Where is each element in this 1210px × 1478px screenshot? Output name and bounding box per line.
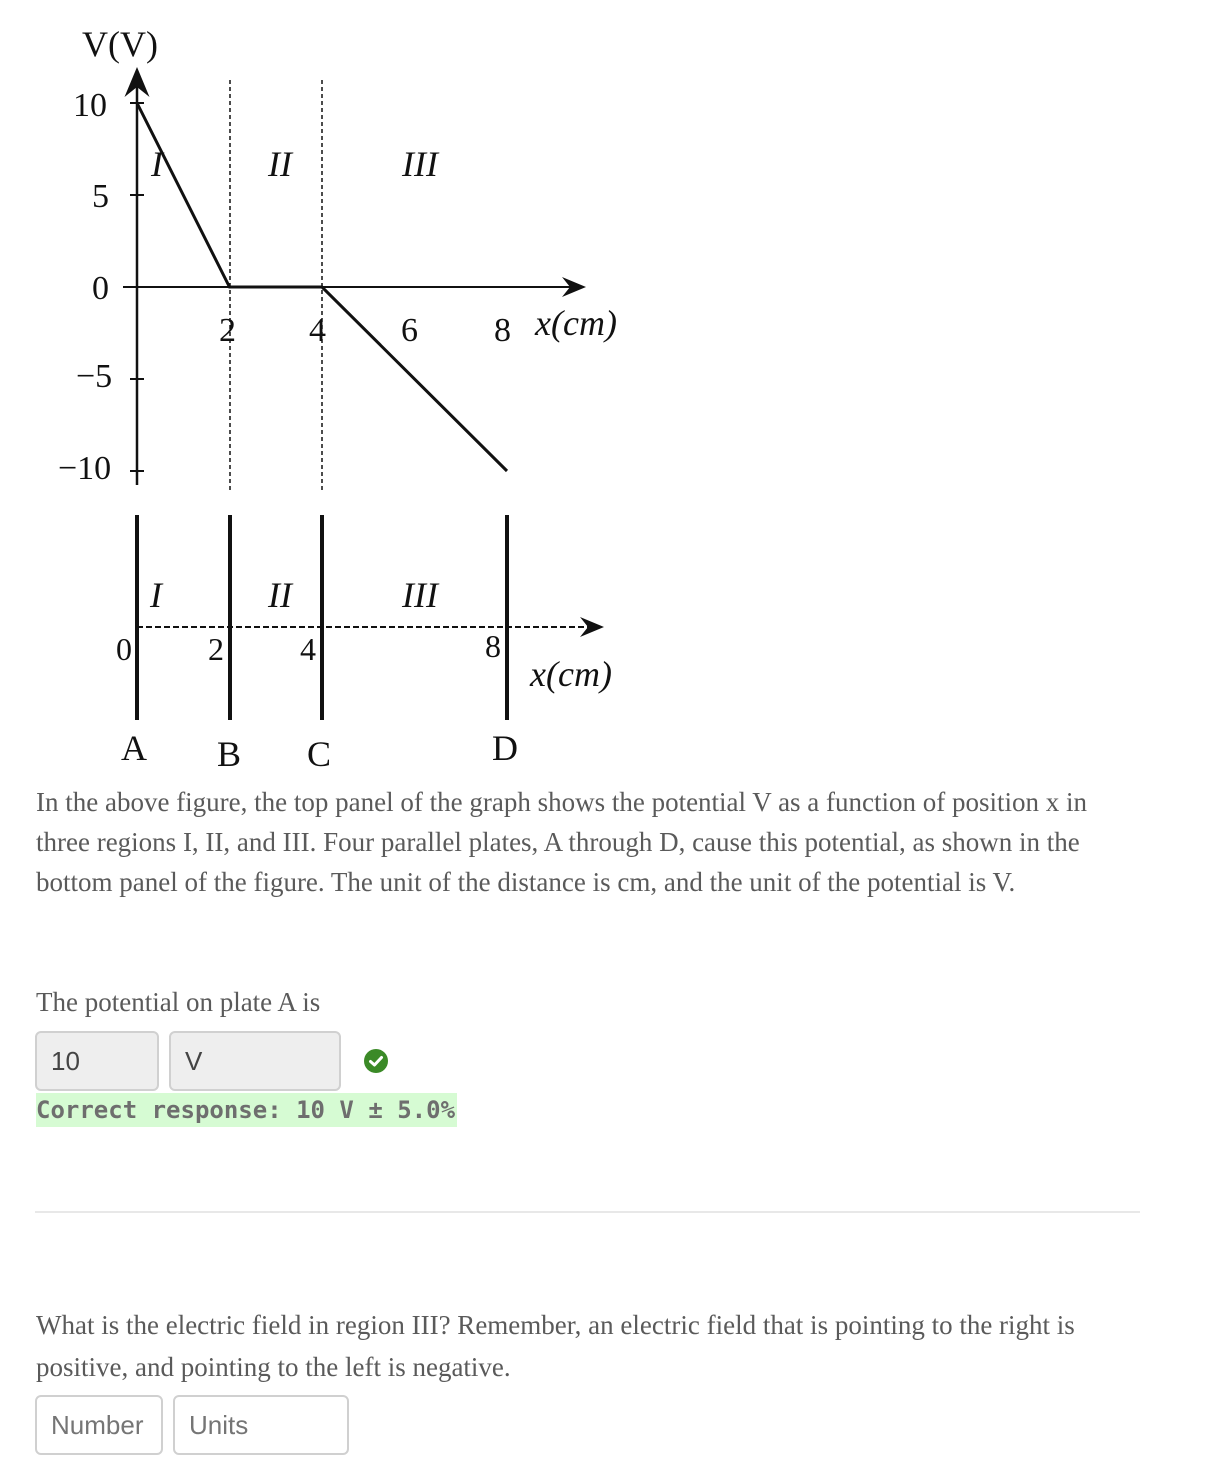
q2-prompt: What is the electric field in region III? Remember, an electric field that is pointing to the right is positive, and pointing to the left is negative.: [36, 1310, 1075, 1382]
intro-text: In the above figure, the top panel of the graph shows the potential V as a function of position x in three regions I, II, and III. Four parallel plates, A through D, cause this potential, as shown in the bottom panel of the figure. The unit of the distance is cm, and the unit of the potential is V.: [36, 787, 1088, 897]
plate-name: D: [492, 728, 518, 768]
q1-prompt: The potential on plate A is: [36, 987, 321, 1017]
plate-name: C: [307, 734, 332, 774]
region-label: II: [268, 575, 292, 615]
x-tick-label: 6: [401, 312, 418, 349]
y-tick-label: 0: [92, 270, 109, 307]
q1-units-input[interactable]: V: [169, 1031, 341, 1091]
region-label: II: [268, 144, 292, 184]
bottom-panel: [116, 515, 612, 774]
y-axis-label: V(V): [82, 24, 158, 64]
y-tick-label: 10: [73, 87, 107, 124]
divider: [35, 1211, 1140, 1213]
y-tick-label: −10: [58, 450, 112, 487]
x-tick-label: 4: [309, 312, 326, 349]
potential-figure: [0, 0, 700, 780]
y-tick-label: 5: [92, 178, 109, 215]
plate-position: 2: [208, 631, 224, 667]
plate-name: B: [217, 734, 242, 774]
plate-position: 0: [116, 631, 132, 667]
q2-units-input[interactable]: [173, 1395, 349, 1455]
x-tick-label: 8: [494, 312, 511, 349]
q2-number-input[interactable]: [35, 1395, 163, 1455]
region-label: I: [150, 575, 162, 615]
region-label: III: [402, 144, 438, 184]
q1-number-input[interactable]: 10: [35, 1031, 159, 1091]
plate-position: 8: [485, 628, 501, 664]
y-tick-label: −5: [76, 358, 113, 395]
x-tick-label: 2: [219, 312, 236, 349]
plate-position: 4: [300, 631, 316, 667]
correct-response-feedback: Correct response: 10 V ± 5.0%: [36, 1093, 457, 1127]
correct-check-icon: [364, 1049, 388, 1073]
region-label: I: [151, 144, 163, 184]
top-panel: [58, 24, 617, 492]
x-axis-label: x(cm): [530, 654, 612, 694]
plate-name: A: [121, 728, 147, 768]
region-label: III: [402, 575, 438, 615]
x-axis-label: x(cm): [535, 303, 617, 343]
